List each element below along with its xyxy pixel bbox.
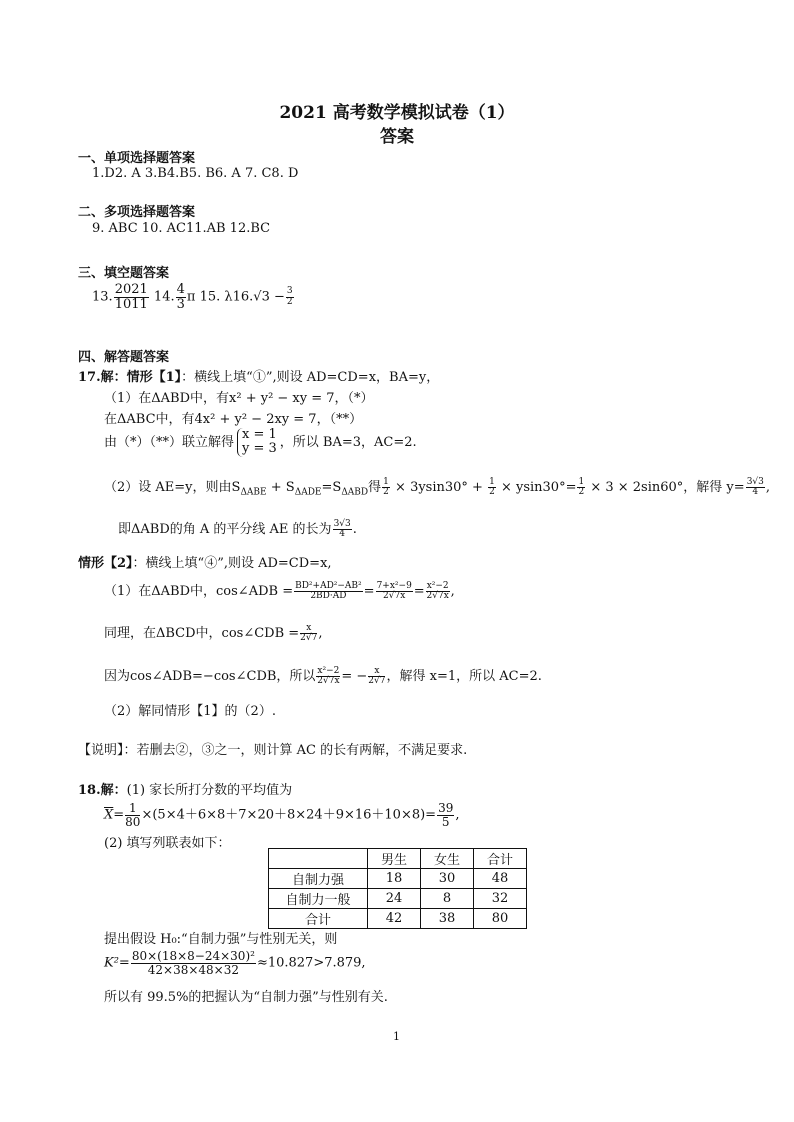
page-number: 1 (393, 1030, 400, 1043)
q17-case1-p4 (104, 476, 770, 498)
c2-frac1-num: BD²+AD²−AB² (295, 580, 362, 591)
c2-frac1 (294, 582, 363, 602)
mean-result-num: 39 (438, 801, 454, 815)
table-cell: 30 (421, 869, 474, 889)
half-den-1: 2 (383, 487, 389, 497)
single-choice-answers: 1.D2. A 3.B4.B5. B6. A 7. C8. D (92, 166, 299, 181)
c2-frac2-num: 7+x²−9 (376, 580, 412, 591)
c2-frac3-num: x²−2 (426, 580, 449, 591)
q18-p3: (2) 填写列联表如下： (104, 836, 231, 851)
q13-label: 13. (92, 289, 113, 305)
k2-fraction (131, 950, 256, 976)
mean-result-den: 5 (441, 814, 450, 829)
mean-result-frac (437, 802, 454, 828)
table-cell: 自制力强 (269, 869, 368, 889)
mean-frac-den: 80 (125, 814, 141, 829)
case2-text: ：横线上填“④”,则设 AD=CD=x, (132, 556, 332, 571)
p4-text-a: （2）设 AE=y，则由S (104, 480, 241, 495)
p4-text-b: + S (266, 480, 295, 495)
p4-sub-abd: ΔABD (341, 487, 369, 498)
q18-label: 18.解： (78, 783, 127, 798)
c2-comma2: , (318, 626, 323, 641)
k2-den: 42×38×48×32 (147, 962, 239, 977)
table-cell: 男生 (368, 849, 421, 869)
table-cell: 自制力一般 (269, 889, 368, 909)
q17-case2-p3 (104, 665, 542, 686)
q18-p1: (1) 家长所打分数的平均值为 (126, 783, 293, 798)
p5-den: 4 (339, 529, 346, 539)
case1-label: 情形【1】 (126, 370, 182, 385)
c2-frac2 (376, 582, 413, 602)
page-subtitle: 答案 (380, 127, 414, 147)
mean-frac-num: 1 (125, 802, 140, 816)
section-heading-fill-blank: 三、填空题答案 (78, 266, 170, 281)
c2-frac2-den: 2√7x (383, 591, 406, 601)
q17-case2-p4: （2）解同情形【1】的（2）. (104, 704, 276, 719)
table-header-row (269, 849, 527, 869)
half-num-3: 1 (578, 476, 585, 487)
q18-conclusion: 所以有 99.5%的把握认为“自制力强”与性别有关. (104, 990, 388, 1005)
table-cell: 38 (421, 909, 474, 929)
half-num-1: 1 (383, 476, 389, 487)
k2-result: ≈10.827>7.879, (256, 955, 366, 971)
q14-q16-text: π 15. λ16.√3 − (186, 289, 285, 305)
contingency-table (268, 848, 527, 929)
mean-expr: ×(5×4＋6×8＋7×20＋8×24＋9×16＋10×8)= (141, 807, 437, 823)
case1-text: ：横线上填“①”,则设 AD=CD=x，BA=y， (181, 370, 440, 385)
eq1: x = 1 (242, 427, 277, 442)
c2-p1-text: （1）在ΔABD中，cos∠ADB = (104, 584, 294, 599)
c2-p2-num: x (300, 624, 317, 634)
p4-sub-abe: ΔABE (240, 487, 267, 498)
eq2: y = 3 (242, 441, 277, 457)
c2-p3-result: ，解得 x=1，所以 AC=2. (386, 669, 542, 684)
c2-eq2: = (413, 584, 425, 599)
k2-num: 80×(18×8−24×30)² (131, 949, 255, 963)
half-num-2: 1 (489, 476, 495, 487)
table-cell: 合计 (269, 909, 368, 929)
q17-case1-p3 (104, 428, 417, 457)
c2-p2-den: 2√7 (300, 633, 318, 643)
c2-p3-mid: = − (341, 669, 368, 684)
p4-sub-ade: ΔADE (294, 487, 322, 498)
p4-text-d: =S (321, 480, 342, 495)
half-fraction-1 (382, 478, 390, 498)
c2-p2-text: 同理，在ΔBCD中，cos∠CDB = (104, 626, 300, 641)
table-row (269, 869, 527, 889)
c2-p3-frac1 (316, 667, 340, 687)
q17-case1-p1: （1）在ΔABD中，有x² + y² − xy = 7，（*） (104, 391, 374, 406)
table-cell (269, 849, 368, 869)
q14-fraction (176, 283, 186, 311)
c2-p3-frac2-num: x (368, 667, 385, 677)
table-row (269, 909, 527, 929)
table-cell: 48 (474, 869, 527, 889)
mean-eq: = (113, 807, 125, 823)
section-heading-solutions: 四、解答题答案 (78, 350, 170, 365)
half-fraction-2 (488, 478, 496, 498)
q17-label: 17.解： (78, 370, 127, 385)
table-cell: 24 (368, 889, 421, 909)
c2-frac3 (426, 582, 450, 602)
table-cell: 女生 (421, 849, 474, 869)
c2-frac1-den: 2BD·AD (310, 591, 347, 601)
table-cell: 80 (474, 909, 527, 929)
p4-comma: , (765, 480, 771, 495)
c2-p2-fraction (300, 624, 317, 644)
c2-frac3-den: 2√7x (426, 591, 449, 601)
answer-num: 3√3 (746, 476, 764, 487)
q18-hypothesis: 提出假设 H₀:“自制力强”与性别无关，则 (104, 932, 338, 947)
case2-label: 情形【2】 (78, 556, 133, 571)
p3-text: 由（*）（**）联立解得 (104, 434, 235, 450)
p4-text-g: × 3ysin30° + (390, 480, 488, 495)
q18-line1 (78, 779, 292, 798)
q18-mean-formula (104, 802, 460, 828)
table-cell: 18 (368, 869, 421, 889)
q14-label: 14. (153, 289, 175, 305)
answer-den: 4 (752, 487, 759, 497)
c2-p3-frac1-num: x²−2 (317, 665, 340, 676)
p5-text: 即ΔABD的角 A 的平分线 AE 的长为 (118, 522, 332, 537)
c2-p3-frac1-den: 2√7x (317, 676, 340, 686)
q17-case2-p1 (104, 580, 455, 601)
page-title: 2021 高考数学模拟试卷（1） (279, 103, 515, 123)
section-heading-single-choice: 一、单项选择题答案 (78, 151, 196, 166)
p5-num: 3√3 (333, 518, 351, 529)
mean-comma: , (455, 807, 460, 823)
p5-period: . (352, 522, 357, 537)
p4-text-f: 得 (368, 480, 382, 495)
q18-chi-square (104, 950, 366, 976)
c2-comma1: , (450, 584, 455, 599)
table-cell: 42 (368, 909, 421, 929)
c2-p3-text: 因为cos∠ADB=−cos∠CDB，所以 (104, 669, 316, 684)
table-cell: 8 (421, 889, 474, 909)
c2-p3-frac2-den: 2√7 (368, 676, 386, 686)
q13-numerator: 2021 (114, 282, 148, 297)
xbar-symbol: $\overline{X}$ (104, 807, 114, 823)
q17-case1-p5 (118, 518, 357, 539)
q16-denominator: 2 (286, 296, 293, 307)
c2-p3-frac2 (368, 667, 385, 687)
multi-choice-answers: 9. ABC 10. AC11.AB 12.BC (92, 221, 271, 236)
q17-case1-p2: 在ΔABC中，有4x² + y² − 2xy = 7，（**） (104, 412, 363, 427)
p4-text-h: × ysin30°= (496, 480, 577, 495)
c2-eq1: = (363, 584, 375, 599)
p5-fraction (333, 520, 352, 540)
q17-note: 【说明】：若删去②，③之一，则计算 AC 的长有两解，不满足要求. (78, 743, 468, 758)
section-heading-multi-choice: 二、多项选择题答案 (78, 205, 196, 220)
q17-case1-line (78, 366, 439, 385)
q13-fraction (114, 283, 149, 311)
q16-fraction (286, 287, 294, 307)
table-cell: 合计 (474, 849, 527, 869)
q14-numerator: 4 (176, 282, 185, 297)
answer-fraction (746, 478, 765, 498)
p3-result: ，所以 BA=3，AC=2. (279, 434, 417, 450)
q16-numerator: 3 (286, 286, 293, 297)
half-fraction-3 (577, 478, 585, 498)
fill-blank-answers (92, 283, 295, 311)
q13-denominator: 1011 (114, 296, 148, 312)
q17-case2-line (78, 552, 332, 571)
k2-symbol: K²= (104, 955, 130, 971)
half-den-3: 2 (578, 487, 585, 497)
q14-denominator: 3 (176, 296, 185, 312)
p4-text-i: × 3 × 2sin60°，解得 y= (586, 480, 745, 495)
table-row (269, 889, 527, 909)
equation-system (237, 428, 277, 457)
half-den-2: 2 (489, 487, 495, 497)
table-cell: 32 (474, 889, 527, 909)
q17-case2-p2 (104, 622, 323, 643)
mean-frac (125, 802, 140, 828)
